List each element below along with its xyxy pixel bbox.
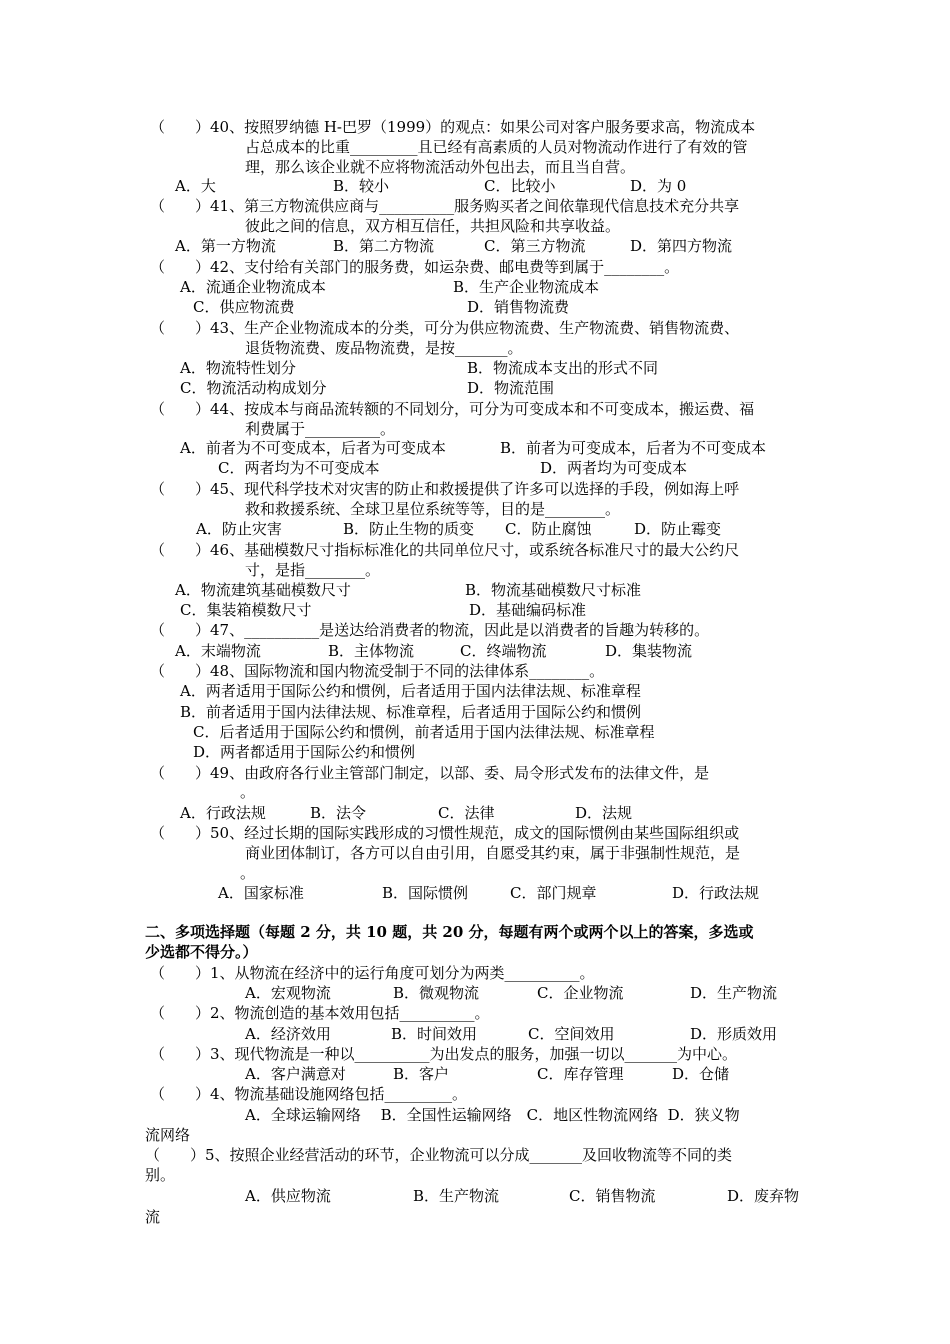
option-d: D．物流范围	[467, 379, 555, 397]
option-a: A．供应物流	[245, 1187, 331, 1205]
option-d: D．集装物流	[605, 642, 693, 660]
question-45-stem: （ ）45、现代科学技术对灾害的防止和救援提供了许多可以选择的手段，例如海上呼	[150, 480, 740, 498]
question-46-stem: （ ）46、基础模数尺寸指标标准化的共同单位尺寸，或系统各标准尺寸的最大公约尺	[150, 541, 740, 559]
option-d: D．两者都适用于国际公约和惯例	[193, 743, 416, 761]
question-49-stem: （ ）49、由政府各行业主管部门制定，以部、委、局令形式发布的法律文件，是	[150, 764, 710, 782]
question-41-stem-cont: 彼此之间的信息，双方相互信任，共担风险和共享收益。	[245, 217, 621, 235]
option-a: A．宏观物流	[245, 984, 331, 1002]
question-50-stem: （ ）50、经过长期的国际实践形成的习惯性规范，成文的国际惯例由某些国际组织或	[150, 824, 740, 842]
option-a: A．国家标准	[218, 884, 304, 902]
option-d: D．防止霉变	[634, 520, 722, 538]
option-b: B．较小	[333, 177, 390, 195]
option-d: D．两者均为可变成本	[540, 459, 688, 477]
multi-question-1-stem: （ ）1、从物流在经济中的运行角度可划分为两类__________。	[150, 964, 595, 982]
option-c: C．物流活动构成划分	[180, 379, 327, 397]
multi-question-2-stem: （ ）2、物流创造的基本效用包括__________。	[150, 1004, 490, 1022]
option-a: A．经济效用	[245, 1025, 331, 1043]
option-d: D．基础编码标准	[469, 601, 587, 619]
question-40-stem: （ ）40、按照罗纳德 H-巴罗（1999）的观点：如果公司对客户服务要求高，物流成本	[150, 118, 756, 136]
question-50-stem-cont: 。	[240, 864, 256, 882]
option-d: D．形质效用	[690, 1025, 778, 1043]
option-d: D．废弃物	[727, 1187, 800, 1205]
option-d-wrap: 流	[145, 1208, 161, 1226]
question-44-stem: （ ）44、按成本与商品流转额的不同划分，可分为可变成本和不可变成本，搬运费、福	[150, 400, 755, 418]
option-d: D．仓储	[672, 1065, 730, 1083]
option-d: D．行政法规	[672, 884, 760, 902]
option-b: B．物流成本支出的形式不同	[467, 359, 659, 377]
question-40-stem-cont: 占总成本的比重_________且已经有高素质的人员对物流动作进行了有效的管	[245, 138, 748, 156]
option-b: B．前者适用于国内法律法规、标准章程，后者适用于国际公约和惯例	[180, 703, 642, 721]
option-d: D．为 0	[630, 177, 687, 195]
option-c: C．供应物流费	[193, 298, 295, 316]
question-47-stem: （ ）47、__________是送达给消费者的物流，因此是以消费者的旨趣为转移的。	[150, 621, 710, 639]
question-43-stem: （ ）43、生产企业物流成本的分类，可分为供应物流费、生产物流费、销售物流费、	[150, 319, 740, 337]
option-d: D．第四方物流	[630, 237, 733, 255]
question-44-stem-cont: 利费属于__________。	[245, 420, 396, 438]
option-a: A．两者适用于国际公约和惯例，后者适用于国内法律法规、标准章程	[180, 682, 641, 700]
option-c: C．防止腐蚀	[505, 520, 592, 538]
options-row: A．全球运输网络 B．全国性运输网络 C．地区性物流网络 D．狭义物	[245, 1106, 740, 1124]
option-c: C．两者均为不可变成本	[218, 459, 380, 477]
option-a: A．第一方物流	[175, 237, 276, 255]
option-b: B．国际惯例	[382, 884, 469, 902]
multi-question-5-stem: （ ）5、按照企业经营活动的环节，企业物流可以分成_______及回收物流等不同的类	[145, 1146, 733, 1164]
option-a: A．防止灾害	[196, 520, 282, 538]
option-b: B．主体物流	[328, 642, 415, 660]
option-b: B．客户	[393, 1065, 450, 1083]
option-a: A．物流建筑基础模数尺寸	[175, 581, 351, 599]
question-48-stem: （ ）48、国际物流和国内物流受制于不同的法律体系________。	[150, 662, 605, 680]
question-43-stem-cont: 退货物流费、废品物流费，是按_______。	[245, 339, 523, 357]
multi-question-3-stem: （ ）3、现代物流是一种以__________为出发点的服务，加强一切以_______为中心。	[150, 1045, 738, 1063]
option-c: C．集装箱模数尺寸	[180, 601, 312, 619]
section-heading-cont: 少选都不得分。）	[145, 943, 258, 961]
option-c: C．第三方物流	[484, 237, 586, 255]
options-row-wrap: 流网络	[145, 1126, 191, 1144]
option-a: A．大	[175, 177, 216, 195]
option-c: C．企业物流	[537, 984, 624, 1002]
question-42-stem: （ ）42、支付给有关部门的服务费，如运杂费、邮电费等到属于________。	[150, 258, 680, 276]
option-a: A．客户满意对	[245, 1065, 346, 1083]
option-c: C．终端物流	[460, 642, 547, 660]
option-c: C．法律	[438, 804, 495, 822]
option-a: A．流通企业物流成本	[180, 278, 326, 296]
option-b: B．防止生物的质变	[343, 520, 475, 538]
question-50-stem-cont: 商业团体制订，各方可以自由引用，自愿受其约束，属于非强制性规范，是	[245, 844, 741, 862]
option-b: B．生产企业物流成本	[453, 278, 600, 296]
question-49-stem-cont: 。	[240, 783, 256, 801]
option-a: A．前者为不可变成本，后者为可变成本	[180, 439, 446, 457]
option-a: A．末端物流	[175, 642, 261, 660]
option-a: A．行政法规	[180, 804, 266, 822]
question-46-stem-cont: 寸，是指________。	[245, 561, 381, 579]
question-45-stem-cont: 救和救援系统、全球卫星位系统等等，目的是________。	[245, 500, 621, 518]
question-41-stem: （ ）41、第三方物流供应商与__________服务购买者之间依靠现代信息技术充分共享	[150, 197, 740, 215]
multi-question-4-stem: （ ）4、物流基础设施网络包括_________。	[150, 1085, 468, 1103]
option-c: C．库存管理	[537, 1065, 624, 1083]
option-c: C．部门规章	[510, 884, 597, 902]
option-b: B．生产物流	[413, 1187, 500, 1205]
multi-question-5-stem-cont: 别。	[145, 1166, 176, 1184]
option-b: B．时间效用	[391, 1025, 478, 1043]
option-b: B．微观物流	[393, 984, 480, 1002]
option-a: A．物流特性划分	[180, 359, 296, 377]
option-c: C．销售物流	[569, 1187, 656, 1205]
option-d: D．销售物流费	[467, 298, 570, 316]
option-c: C．比较小	[484, 177, 556, 195]
option-b: B．物流基础模数尺寸标准	[465, 581, 642, 599]
option-b: B．法令	[310, 804, 367, 822]
option-d: D．法规	[575, 804, 633, 822]
option-b: B．第二方物流	[333, 237, 435, 255]
option-b: B．前者为可变成本，后者为不可变成本	[500, 439, 767, 457]
option-c: C．空间效用	[528, 1025, 615, 1043]
option-c: C．后者适用于国际公约和惯例，前者适用于国内法律法规、标准章程	[193, 723, 655, 741]
option-d: D．生产物流	[690, 984, 778, 1002]
section-heading: 二、多项选择题（每题 2 分，共 10 题，共 20 分，每题有两个或两个以上的答案，多选或	[145, 923, 754, 941]
question-40-stem-cont: 理，那么该企业就不应将物流活动外包出去，而且当自营。	[245, 158, 636, 176]
